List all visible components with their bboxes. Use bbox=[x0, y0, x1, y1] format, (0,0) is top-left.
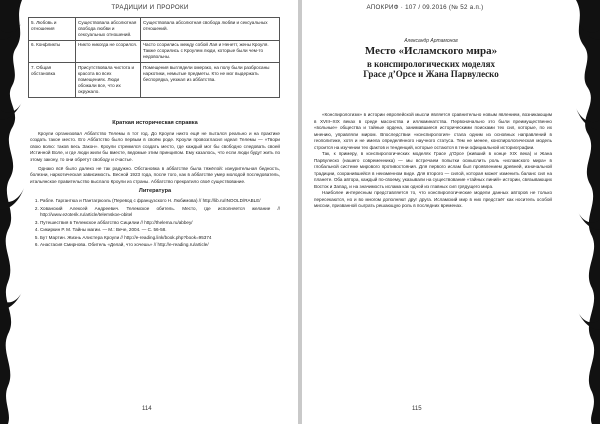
article-title: Место «Исламского мира» bbox=[364, 45, 498, 57]
table-cell: Помещения выглядели омерзко, на полу были разбросаны наркотики, немытые предметы. Кто не мог выдержать беспорядка, уезжал из аббатства. bbox=[141, 63, 280, 98]
table-row bbox=[29, 63, 280, 98]
running-header: ТРАДИЦИИ И ПРОРОКИ bbox=[111, 4, 189, 11]
table-cell: Присутствовала чистота и красота во всех помещениях. Люди обожали все, что их окружало. bbox=[76, 63, 141, 98]
paragraph: «Конспирологизм» в истории европейской мысли является сравнительно новым явлением, возникающим в XVIII–XIX веках в среде масонства и иллюминатства. Первоначально это были преимущественно «вольные» общества и тайные ордена, занимавшиеся историческими поисками тех сил, которые, по их мнению, управляли миром. Впоследствии «конспирология» стала одним из основных направлений в геополитике, хотя и не имела определённого научного статуса. Тем не менее, конспирологическая модель строится на изучении тех фактов и тенденций, которые остаются в тени официальной историографии. bbox=[314, 112, 552, 150]
list-item: 2. Хованский Алексей Андреевич. Телемское обитель. Место, где исполняется желание // http://www.ezoterik.ru/article/telemskoe-obitel bbox=[40, 206, 280, 219]
table-cell: Никто никогда не ссорился. bbox=[76, 40, 141, 63]
table-cell: 5. Любовь и отношения bbox=[29, 18, 76, 41]
literature-title: Литература bbox=[138, 188, 172, 195]
table-cell: 7. Общая обстановка bbox=[29, 63, 76, 98]
list-item: 6. Анастасия Смирнова. Обитель «Делай, что хочешь» // http://e-reading.ru/article/ bbox=[40, 242, 280, 249]
table-row bbox=[29, 40, 280, 63]
table-cell: Существовала абсолютная свобода любви и сексуальных отношений. bbox=[76, 18, 141, 41]
paragraph: Наиболее интересным представляется то, что конспирологические модели данных авторов не только пересекаются, но и во многом дополняют друг друга. Исламский мир в них предстаёт как носитель особой миссии, призванной сыграть решающую роль в последних временах. bbox=[314, 190, 552, 209]
paragraph: Однако всё было далеко не так радужно. Обстановка в аббатстве была тяжёлой: изнурительная бедность, болезни, наркотическая зависимость. Весной 1923 года, после того, как в аббатстве умер молодой последователь, итальянское правительство выслало Кроули из страны. Аббатство прекратило своё существование. bbox=[30, 165, 280, 184]
list-item: 4. Сикиркин Р. М. Тайны магии. — М.: Вече, 2004. — С. 56-58. bbox=[40, 227, 280, 234]
article-author: Александр Артамонов bbox=[404, 38, 458, 44]
table-cell: Существовала абсолютная свобода любви и сексуальных отношений. bbox=[141, 18, 280, 41]
page-number: 115 bbox=[412, 406, 422, 412]
table-cell: 6. Конфликты bbox=[29, 40, 76, 63]
literature-list bbox=[30, 198, 280, 249]
left-body-text bbox=[30, 120, 280, 250]
section-title: Краткая историческая справка bbox=[112, 120, 198, 126]
page-number: 114 bbox=[142, 406, 152, 412]
right-body-text bbox=[314, 112, 552, 210]
article-subtitle: в конспирологических моделях Грасе д’Орсе и Жана Парвулеско bbox=[363, 59, 499, 79]
running-header: АПОКРИФ · 107 / 09.2016 (№ 52 а.п.) bbox=[366, 4, 484, 11]
right-page bbox=[300, 0, 600, 424]
table-row bbox=[29, 18, 280, 41]
list-item: 1. Рабле. Гаргантюа и Пантагрюэль (Перевод с французского Н. Любимова) // http://lib.ru/INOOLD/RABLE/ bbox=[40, 198, 280, 205]
paragraph: Кроули организовал Аббатство Телемы в тот год. До Кроули никто ещё не пытался реально и на практике создать такое место. Его Аббатство было первым в своём роде. Кроули провозгласил идеал Телемы — «Твори свою волю: таков весь Закон». Кроули стремился создать место, где каждый мог бы свободно следовать своей Истинной Воле, и где люди жили бы вместе, ведомые этим принципом. Ему казалось, что если люди будут жить по этому закону, то они обретут свободу и счастье. bbox=[30, 130, 280, 162]
table-cell: Часто ссорились между собой Лая и Ненетт, жены Кроуля. Также ссорились с Кроулем люди, которые были чем-то недовольны. bbox=[141, 40, 280, 63]
list-item: 3. Путешествия в Телемское аббатство Сицилии // http://thelema.ru/abbey/ bbox=[40, 220, 280, 227]
list-item: 5. Бут Мартин. Жизнь Алистера Кроули // http://e-reading.link/book.php?book=95374 bbox=[40, 235, 280, 242]
paragraph: Так, к примеру, в конспирологических моделях Грасе д’Орсе (живший в конце XIX века) и Жана Парвулеско (нашего современника) — мы встречаем попытки осмыслить роль «исламского мира» в глобальной системе мирового противостояния. Для первого ислам был проявлением древней, изначальной традиции, сохранившейся в неизменном виде. Для второго — силой, которая может изменить баланс сил на планете. Оба автора, каждый по-своему, указывали на существование «тайных линий» истории, связывающих Восток и Запад, и на значимость ислама как одной из главных сил грядущего мира. bbox=[314, 151, 552, 189]
comparison-table bbox=[28, 17, 280, 98]
